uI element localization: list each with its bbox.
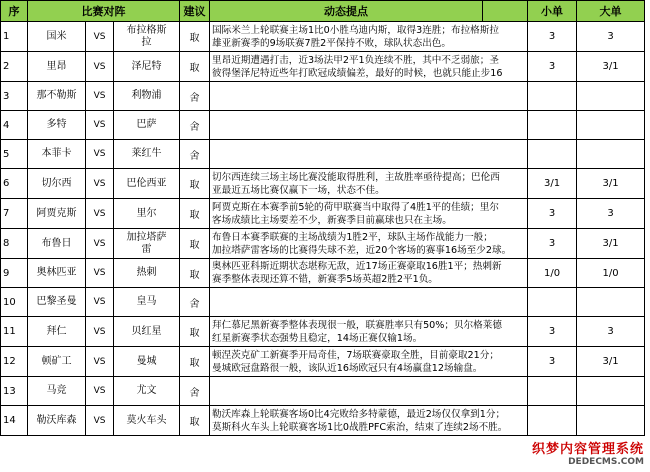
row-index: 14 [1, 406, 28, 436]
match-comment [210, 347, 528, 377]
away-team-line: 巴伦西亚 [126, 177, 167, 189]
recommendation: 舍 [180, 377, 210, 406]
comment-line: 奥林匹亚科斯近期状态堪称无敌，近17场正赛豪取16胜1平；热刺新 [212, 261, 502, 272]
match-comment [210, 111, 528, 140]
watermark-url: DEDECMS.COM [568, 457, 644, 467]
row-index: 12 [1, 347, 28, 377]
vs-label: VS [86, 317, 114, 347]
away-team [114, 169, 180, 199]
table-row [1, 317, 645, 347]
small-bet: 3 [528, 22, 577, 52]
home-team-line: 国米 [46, 30, 67, 42]
small-bet: 3 [528, 199, 577, 229]
home-team [28, 52, 86, 82]
big-bet: 3/1 [577, 169, 645, 199]
table-row [1, 22, 645, 52]
small-bet: 3 [528, 229, 577, 259]
home-team-line: 阿贾克斯 [36, 207, 77, 219]
header-spacer [483, 1, 528, 22]
match-comment [210, 259, 528, 288]
recommendation: 取 [180, 317, 210, 347]
row-index: 8 [1, 229, 28, 259]
away-team-line: 尤文 [136, 385, 157, 396]
match-comment [210, 317, 528, 347]
recommendation: 取 [180, 52, 210, 82]
row-index: 4 [1, 111, 28, 140]
away-team-line: 贝红星 [131, 325, 162, 337]
away-team [114, 317, 180, 347]
table-row [1, 229, 645, 259]
away-team [114, 111, 180, 140]
home-team-line: 巴黎圣曼 [36, 296, 77, 307]
away-team-line: 巴萨 [136, 119, 157, 130]
vs-label: VS [86, 259, 114, 288]
comment-line: 亚最近五场比赛仅赢下一场，状态不佳。 [212, 184, 385, 196]
recommendation: 取 [180, 347, 210, 377]
match-comment [210, 169, 528, 199]
recommendation: 取 [180, 22, 210, 52]
row-index: 10 [1, 288, 28, 317]
home-team [28, 140, 86, 169]
row-index: 13 [1, 377, 28, 406]
match-comment [210, 52, 528, 82]
away-team [114, 347, 180, 377]
home-team-line: 奥林匹亚 [36, 267, 77, 278]
away-team [114, 82, 180, 111]
home-team-line: 本菲卡 [41, 148, 72, 159]
small-bet: 3/1 [528, 169, 577, 199]
home-team [28, 317, 86, 347]
table-row [1, 111, 645, 140]
away-team-line: 拉 [141, 36, 152, 48]
recommendation: 舍 [180, 82, 210, 111]
table-row [1, 52, 645, 82]
row-index: 9 [1, 259, 28, 288]
vs-label: VS [86, 52, 114, 82]
vs-label: VS [86, 199, 114, 229]
comment-line: 雄亚新赛季的9场联赛7胜2平保持不败，球队状态出色。 [212, 37, 451, 49]
away-team-line: 曼城 [136, 355, 157, 367]
recommendation: 取 [180, 169, 210, 199]
home-team [28, 406, 86, 436]
home-team-line: 勒沃库森 [36, 414, 77, 426]
away-team-line: 雷 [141, 243, 152, 255]
vs-label: VS [86, 406, 114, 436]
watermark-title: 织梦内容管理系统 [531, 442, 644, 457]
small-bet [528, 111, 577, 140]
big-bet: 3 [577, 317, 645, 347]
home-team-line: 那不勒斯 [36, 90, 77, 101]
comment-line: 莫斯科火车头上轮联赛客场1比0战胜PFC索治，结束了连续2场不胜。 [212, 421, 508, 433]
match-comment [210, 199, 528, 229]
big-bet: 3/1 [577, 52, 645, 82]
row-index: 5 [1, 140, 28, 169]
comment-line: 顿涅茨克矿工新赛季开局奇佳，7场联赛豪取全胜，目前豪取21分； [212, 349, 499, 361]
table-row [1, 140, 645, 169]
table-row [1, 82, 645, 111]
away-team-line: 里尔 [136, 207, 157, 219]
table-row [1, 347, 645, 377]
header-recommend: 建议 [180, 1, 210, 22]
comment-line: 切尔西连续三场主场比赛没能取得胜利，主故胜率亟待提高；巴伦西 [212, 171, 500, 183]
row-index: 7 [1, 199, 28, 229]
match-comment [210, 377, 528, 406]
recommendation: 取 [180, 406, 210, 436]
away-team-line: 莱红牛 [131, 148, 162, 159]
away-team [114, 377, 180, 406]
home-team [28, 82, 86, 111]
small-bet: 3 [528, 52, 577, 82]
away-team-line: 热刺 [136, 267, 157, 278]
recommendation: 舍 [180, 288, 210, 317]
vs-label: VS [86, 82, 114, 111]
table-row [1, 259, 645, 288]
home-team-line: 多特 [46, 119, 67, 130]
big-bet [577, 288, 645, 317]
home-team [28, 377, 86, 406]
vs-label: VS [86, 22, 114, 52]
table-row [1, 169, 645, 199]
away-team-line: 皇马 [136, 296, 157, 307]
vs-label: VS [86, 229, 114, 259]
recommendation: 取 [180, 259, 210, 288]
big-bet: 3/1 [577, 347, 645, 377]
away-team-line: 莫火车头 [126, 414, 167, 426]
recommendation: 舍 [180, 111, 210, 140]
small-bet [528, 377, 577, 406]
away-team-line: 加拉塔萨 [126, 231, 167, 243]
home-team [28, 199, 86, 229]
table-row [1, 377, 645, 406]
away-team-line: 布拉格斯 [126, 24, 167, 36]
comment-line: 客场成绩比主场要差不少，新赛季目前赢球也只在主场。 [212, 214, 452, 226]
home-team-line: 拜仁 [46, 325, 67, 337]
small-bet: 3 [528, 317, 577, 347]
header-small: 小单 [528, 1, 577, 22]
away-team [114, 140, 180, 169]
match-comment [210, 406, 528, 436]
away-team [114, 259, 180, 288]
recommendation: 舍 [180, 140, 210, 169]
big-bet: 1/0 [577, 259, 645, 288]
watermark [532, 444, 644, 468]
match-comment [210, 82, 528, 111]
home-team-line: 里昂 [46, 60, 67, 72]
small-bet [528, 140, 577, 169]
header-row [1, 1, 645, 22]
recommendation: 取 [180, 199, 210, 229]
home-team [28, 22, 86, 52]
header-index: 序 [1, 1, 28, 22]
away-team [114, 52, 180, 82]
header-matchup: 比赛对阵 [28, 1, 180, 22]
big-bet [577, 377, 645, 406]
comment-line: 布鲁日本赛季联赛的主场战绩为1胜2平，球队主场作战能力一般； [212, 231, 493, 243]
comment-line: 赛季整体表现还算不错，新赛季5场英超2胜2平1负。 [212, 274, 438, 285]
row-index: 2 [1, 52, 28, 82]
row-index: 11 [1, 317, 28, 347]
match-comment [210, 288, 528, 317]
comment-line: 阿贾克斯在本赛季前5轮的荷甲联赛当中取得了4胜1平的佳绩；里尔 [212, 201, 499, 213]
comment-line: 红星新赛季状态强势且稳定，14场正赛仅输1场。 [212, 332, 423, 344]
vs-label: VS [86, 169, 114, 199]
match-comment [210, 229, 528, 259]
comment-line: 国际米兰上轮联赛主场1比0小胜乌迪内斯，取得3连胜；布拉格斯拉 [212, 24, 499, 36]
vs-label: VS [86, 347, 114, 377]
big-bet [577, 406, 645, 436]
header-comment: 动态提点 [210, 1, 483, 22]
big-bet: 3/1 [577, 229, 645, 259]
row-index: 1 [1, 22, 28, 52]
match-comment [210, 22, 528, 52]
row-index: 6 [1, 169, 28, 199]
big-bet [577, 82, 645, 111]
comment-line: 拜仁慕尼黑新赛季整体表现很一般，联赛胜率只有50%；贝尔格莱德 [212, 319, 502, 331]
comment-line: 勒沃库森上轮联赛客场0比4完败给多特蒙德，最近2场仅仅拿到1分； [212, 408, 506, 420]
home-team-line: 顿矿工 [41, 355, 72, 367]
recommendation: 取 [180, 229, 210, 259]
row-index: 3 [1, 82, 28, 111]
big-bet [577, 140, 645, 169]
table-row [1, 199, 645, 229]
big-bet: 3 [577, 22, 645, 52]
home-team [28, 288, 86, 317]
home-team [28, 347, 86, 377]
comment-line: 加拉塔萨雷客场的比赛得失球不差，近20个客场的赛事16场至少2球。 [212, 244, 512, 256]
big-bet [577, 111, 645, 140]
vs-label: VS [86, 111, 114, 140]
home-team-line: 马竞 [46, 385, 67, 396]
vs-label: VS [86, 288, 114, 317]
match-comment [210, 140, 528, 169]
comment-line: 彼得堡泽尼特近些年打欧冠成绩偏差，最好的时候，也就只能止步16 [212, 67, 503, 79]
away-team [114, 22, 180, 52]
comment-line: 曼城欧冠盘路很一般，该队近16场欧冠只有4场赢盘12场输盘。 [212, 362, 483, 374]
small-bet [528, 406, 577, 436]
away-team [114, 288, 180, 317]
big-bet: 3 [577, 199, 645, 229]
small-bet: 1/0 [528, 259, 577, 288]
home-team-line: 切尔西 [41, 177, 72, 189]
home-team [28, 259, 86, 288]
header-big: 大单 [577, 1, 645, 22]
home-team [28, 169, 86, 199]
small-bet [528, 288, 577, 317]
comment-line: 里昂近期遭遇打击，近3场法甲2平1负连续不胜，其中不乏弱旅；圣 [212, 54, 499, 66]
small-bet: 3 [528, 347, 577, 377]
table-row [1, 288, 645, 317]
home-team [28, 229, 86, 259]
away-team [114, 199, 180, 229]
table-row [1, 406, 645, 436]
home-team [28, 111, 86, 140]
away-team [114, 406, 180, 436]
vs-label: VS [86, 140, 114, 169]
away-team-line: 泽尼特 [131, 60, 162, 72]
vs-label: VS [86, 377, 114, 406]
home-team-line: 布鲁日 [41, 237, 72, 249]
away-team-line: 利物浦 [131, 90, 162, 101]
away-team [114, 229, 180, 259]
small-bet [528, 82, 577, 111]
